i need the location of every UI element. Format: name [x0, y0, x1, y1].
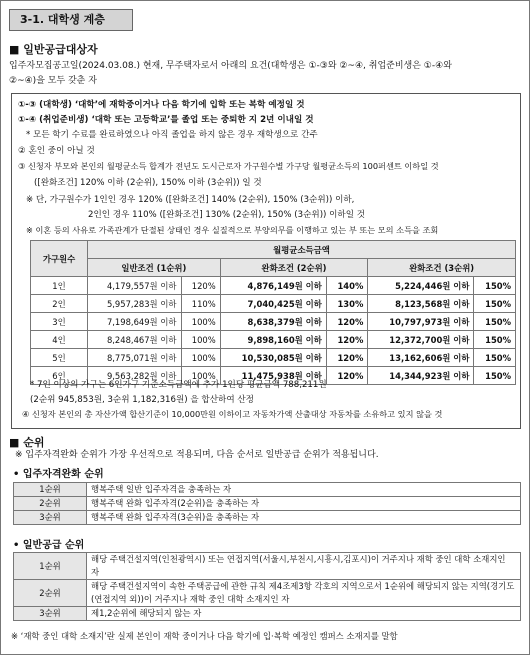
rank-row: [14, 607, 521, 621]
general-income-cell: 9,563,282원 이하: [88, 367, 182, 385]
relaxed3-income-cell: 10,797,973원 이하: [368, 313, 474, 331]
relaxed2-income-cell: 9,898,160원 이하: [220, 331, 326, 349]
income-row: [31, 295, 516, 313]
eligibility-box: [11, 93, 521, 429]
intro-line-1: 입주자모집공고일(2024.03.08.) 현재, 무주택자로서 아래의 요건(대학생은 ①-③와 ②~④, 취업준비생은 ①-④와: [9, 61, 452, 71]
rank-label: 1순위: [14, 483, 87, 497]
household-cell: 3인: [31, 313, 88, 331]
general-pct-cell: 100%: [181, 331, 220, 349]
rank-description: 행복주택 일반 입주자격을 충족하는 자: [87, 483, 521, 497]
relaxed2-income-cell: 7,040,425원 이하: [220, 295, 326, 313]
relaxed2-pct-cell: 120%: [326, 331, 368, 349]
general-pct-cell: 100%: [181, 349, 220, 367]
note-7-persons-detail: (2순위 945,853원, 3순위 1,182,316원) 을 합산하여 산정: [30, 395, 254, 405]
general-pct-cell: 120%: [181, 277, 220, 295]
condition-3-relaxed: ([완화조건] 120% 이하 (2순위), 150% 이하 (3순위)) 일 것: [34, 178, 262, 188]
condition-3: ③ 신청자 부모와 본인의 월평균소득 합계가 전년도 도시근로자 가구원수별 가구당 월평균소득의 100퍼센트 이하일 것: [18, 161, 439, 171]
household-header: 가구원수: [31, 241, 88, 277]
general-pct-cell: 100%: [181, 367, 220, 385]
intro-line-2: ②~④)을 모두 갖춘 자: [9, 76, 97, 86]
relaxed3-income-cell: 13,162,606원 이하: [368, 349, 474, 367]
income-row: [31, 313, 516, 331]
general-income-cell: 4,179,557원 이하: [88, 277, 182, 295]
condition-note: * 모든 학기 수료를 완료하였으나 아직 졸업을 하지 않은 경우 재학생으로 간주: [26, 130, 318, 140]
col1-header: 일반조건 (1순위): [88, 259, 221, 277]
income-table: [30, 240, 516, 385]
condition-1-4: ①-④ (취업준비생) ‘대학 또는 고등학교’를 졸업 또는 중퇴한 지 2년 이내일 것: [18, 115, 314, 125]
relaxed3-pct-cell: 150%: [474, 331, 516, 349]
col3-header: 완화조건 (3순위): [368, 259, 516, 277]
general-income-cell: 8,248,467원 이하: [88, 331, 182, 349]
relaxed2-income-cell: 4,876,149원 이하: [220, 277, 326, 295]
rank-description: 해당 주택건설지역이 속한 주택공급에 관한 규칙 제4조제3항 각호의 지역으로서 1순위에 해당되지 않는 지역(경기도(연접지역 외))이 거주지나 재학 중인 대학 소재지인 자: [87, 580, 521, 607]
rank-description: 행복주택 완화 입주자격(3순위)을 충족하는 자: [87, 511, 521, 525]
general-income-cell: 5,957,283원 이하: [88, 295, 182, 313]
general-income-cell: 7,198,649원 이하: [88, 313, 182, 331]
relaxed2-pct-cell: 140%: [326, 277, 368, 295]
priority-heading: ■ 순위: [9, 436, 45, 449]
household-cell: 4인: [31, 331, 88, 349]
relaxed2-income-cell: 11,475,938원 이하: [220, 367, 326, 385]
general-rank-heading: • 일반공급 순위: [13, 540, 85, 551]
rank-row: [14, 511, 521, 525]
general-rank-table: [13, 552, 521, 621]
household-cell: 5인: [31, 349, 88, 367]
rank-description: 행복주택 완화 입주자격(2순위)을 충족하는 자: [87, 497, 521, 511]
general-heading: ■ 일반공급대상자: [9, 43, 98, 56]
relaxed3-income-cell: 12,372,700원 이하: [368, 331, 474, 349]
relaxed2-pct-cell: 120%: [326, 367, 368, 385]
relax-rank-table: [13, 482, 521, 525]
relaxed3-income-cell: 8,123,568원 이하: [368, 295, 474, 313]
relaxed3-pct-cell: 150%: [474, 313, 516, 331]
relaxed3-pct-cell: 150%: [474, 295, 516, 313]
condition-1-3: ①-③ (대학생) ‘대학’에 재학중이거나 다음 학기에 입학 또는 복학 예정일 것: [18, 100, 305, 110]
rank-label: 1순위: [14, 553, 87, 580]
rank-description: 제1,2순위에 해당되지 않는 자: [87, 607, 521, 621]
income-row: [31, 349, 516, 367]
rank-description: 해당 주택건설지역(인천광역시) 또는 연접지역(서울시,부천시,시흥시,김포시)이 거주지나 재학 중인 대학 소재지인 자: [87, 553, 521, 580]
rank-row: [14, 497, 521, 511]
income-row: [31, 277, 516, 295]
relaxed3-pct-cell: 150%: [474, 277, 516, 295]
rank-label: 2순위: [14, 580, 87, 607]
relaxed2-pct-cell: 120%: [326, 313, 368, 331]
household-exception-2: 2인인 경우 110% ([완화조건] 130% (2순위), 150% (3순위)) 이하일 것: [88, 210, 366, 220]
rank-row: [14, 483, 521, 497]
general-pct-cell: 110%: [181, 295, 220, 313]
income-row: [31, 331, 516, 349]
rank-label: 2순위: [14, 497, 87, 511]
household-cell: 1인: [31, 277, 88, 295]
relaxed3-income-cell: 5,224,446원 이하: [368, 277, 474, 295]
general-pct-cell: 100%: [181, 313, 220, 331]
priority-note: ※ 입주자격완화 순위가 가장 우선적으로 적용되며, 다음 순서로 일반공급 순위가 적용됩니다.: [15, 450, 379, 460]
relaxed3-pct-cell: 150%: [474, 349, 516, 367]
rank-label: 3순위: [14, 607, 87, 621]
footnote: ※ ‘재학 중인 대학 소재지’란 실제 본인이 재학 중이거나 다음 학기에 입·복학 예정인 캠퍼스 소재지를 말함: [11, 631, 398, 641]
relaxed2-pct-cell: 130%: [326, 295, 368, 313]
relaxed2-income-cell: 10,530,085원 이하: [220, 349, 326, 367]
household-cell: 2인: [31, 295, 88, 313]
relaxed2-pct-cell: 120%: [326, 349, 368, 367]
divorce-note: ※ 이혼 등의 사유로 가족관계가 단절된 상태인 경우 실질적으로 부양의무를 이행하고 있는 부 또는 모의 소득을 조회: [26, 225, 439, 235]
relaxed3-pct-cell: 150%: [474, 367, 516, 385]
household-exception-1: ※ 단, 가구원수가 1인인 경우 120% ([완화조건] 140% (2순위), 150% (3순위)) 이하,: [26, 195, 355, 205]
condition-4: ④ 신청자 본인의 총 자산가액 합산기준이 10,000만원 이하이고 자동차가액 산출대상 자동차를 소유하고 있지 않을 것: [22, 409, 443, 419]
section-title: 3-1. 대학생 계층: [9, 9, 133, 31]
rank-row: [14, 553, 521, 580]
general-income-cell: 8,775,071원 이하: [88, 349, 182, 367]
relaxed3-income-cell: 14,344,923원 이하: [368, 367, 474, 385]
note-7-persons: * 7인 이상의 가구는 6인가구 기준소득금액에 추가 1인당 평균금액 788,211원: [30, 380, 327, 390]
relax-heading: • 입주자격완화 순위: [13, 469, 104, 480]
income-group-header: 월평균소득금액: [88, 241, 516, 259]
relaxed2-income-cell: 8,638,379원 이하: [220, 313, 326, 331]
condition-2: ② 혼인 중이 아닐 것: [18, 146, 95, 156]
rank-label: 3순위: [14, 511, 87, 525]
household-cell: 6인: [31, 367, 88, 385]
col2-header: 완화조건 (2순위): [220, 259, 368, 277]
rank-row: [14, 580, 521, 607]
